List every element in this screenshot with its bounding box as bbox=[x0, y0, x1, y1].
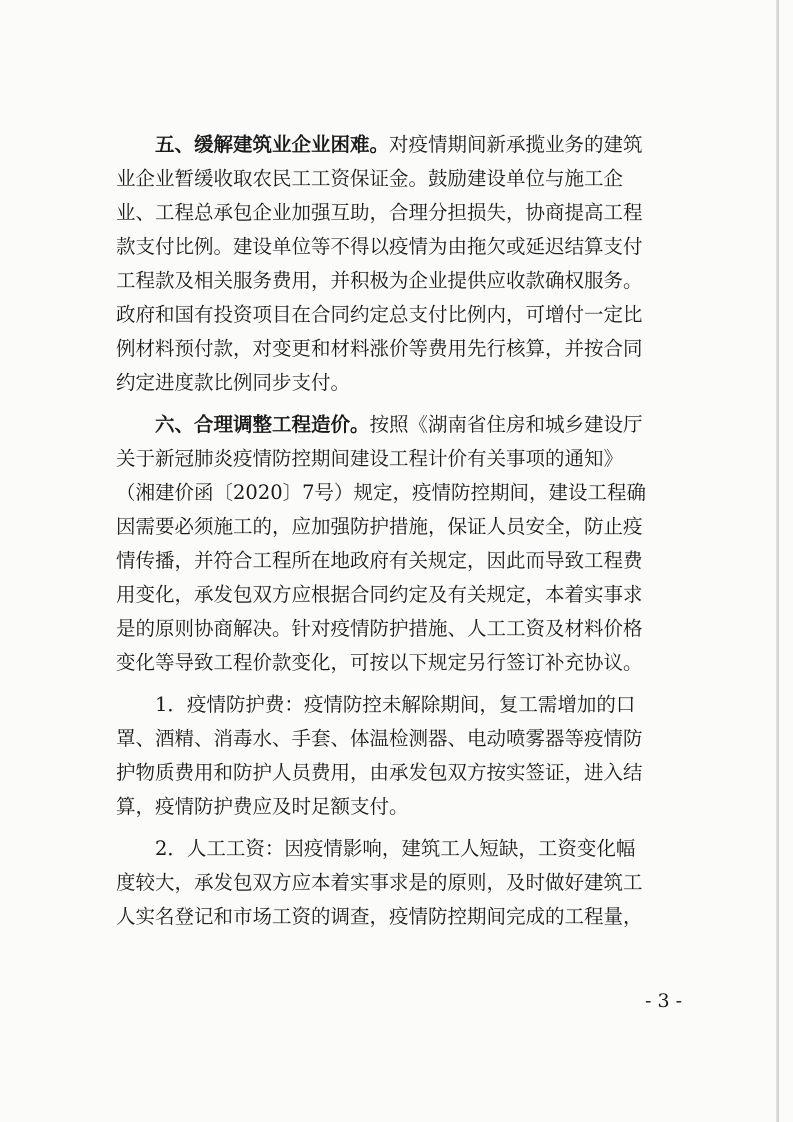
document-line bbox=[116, 162, 676, 196]
document-line bbox=[116, 722, 676, 756]
line-text: 人实名登记和市场工资的调查，疫情防控期间完成的工程量， bbox=[116, 905, 643, 928]
document-line bbox=[116, 866, 676, 900]
line-text: 政府和国有投资项目在合同约定总支付比例内，可增付一定比 bbox=[116, 303, 643, 326]
line-text: 业、工程总承包企业加强互助，合理分担损失，协商提高工程 bbox=[116, 201, 643, 224]
line-text: 1．疫情防护费：疫情防控未解除期间，复工需增加的口 bbox=[155, 693, 636, 716]
document-line bbox=[116, 790, 676, 824]
document-line bbox=[116, 578, 676, 612]
document-line bbox=[116, 688, 676, 722]
document-line bbox=[116, 612, 676, 646]
line-text: 工程款及相关服务费用，并积极为企业提供应收款确权服务。 bbox=[116, 269, 643, 292]
document-line bbox=[116, 476, 676, 510]
document-line bbox=[116, 900, 676, 934]
document-line bbox=[116, 408, 676, 442]
line-text: 约定进度款比例同步支付。 bbox=[116, 371, 351, 394]
document-body bbox=[116, 128, 676, 934]
document-line bbox=[116, 366, 676, 400]
line-text: 业企业暂缓收取农民工工资保证金。鼓励建设单位与施工企 bbox=[116, 167, 624, 190]
line-text: 按照《湖南省住房和城乡建设厅 bbox=[369, 413, 643, 436]
document-line bbox=[116, 544, 676, 578]
line-text: 2．人工工资：因疫情影响，建筑工人短缺，工资变化幅 bbox=[155, 837, 636, 860]
line-text: 款支付比例。建设单位等不得以疫情为由拖欠或延迟结算支付 bbox=[116, 235, 643, 258]
page-number: - 3 - bbox=[644, 990, 682, 1012]
section-heading: 五、缓解建筑业企业困难。 bbox=[155, 133, 390, 156]
section-heading: 六、合理调整工程造价。 bbox=[155, 413, 370, 436]
line-text: （湘建价函〔2020〕7号）规定，疫情防控期间，建设工程确 bbox=[116, 481, 647, 504]
document-line bbox=[116, 832, 676, 866]
document-line bbox=[116, 442, 676, 476]
line-text: 是的原则协商解决。针对疫情防护措施、人工工资及材料价格 bbox=[116, 617, 643, 640]
line-text: 因需要必须施工的，应加强防护措施，保证人员安全，防止疫 bbox=[116, 515, 643, 538]
page-edge-shadow bbox=[776, 0, 779, 1122]
line-text: 用变化，承发包双方应根据合同约定及有关规定，本着实事求 bbox=[116, 583, 643, 606]
document-line bbox=[116, 510, 676, 544]
document-line bbox=[116, 128, 676, 162]
line-text: 情传播，并符合工程所在地政府有关规定，因此而导致工程费 bbox=[116, 549, 643, 572]
line-text: 罩、酒精、消毒水、手套、体温检测器、电动喷雾器等疫情防 bbox=[116, 727, 643, 750]
line-text: 算，疫情防护费应及时足额支付。 bbox=[116, 795, 409, 818]
line-text: 关于新冠肺炎疫情防控期间建设工程计价有关事项的通知》 bbox=[116, 447, 624, 470]
document-line bbox=[116, 264, 676, 298]
line-text: 对疫情期间新承揽业务的建筑 bbox=[389, 133, 643, 156]
document-line bbox=[116, 646, 676, 680]
document-line bbox=[116, 332, 676, 366]
line-text: 度较大，承发包双方应本着实事求是的原则，及时做好建筑工 bbox=[116, 871, 643, 894]
document-line bbox=[116, 196, 676, 230]
document-line bbox=[116, 756, 676, 790]
document-line bbox=[116, 298, 676, 332]
document-line bbox=[116, 230, 676, 264]
line-text: 例材料预付款，对变更和材料涨价等费用先行核算，并按合同 bbox=[116, 337, 643, 360]
line-text: 护物质费用和防护人员费用，由承发包双方按实签证，进入结 bbox=[116, 761, 643, 784]
line-text: 变化等导致工程价款变化，可按以下规定另行签订补充协议。 bbox=[116, 651, 643, 674]
